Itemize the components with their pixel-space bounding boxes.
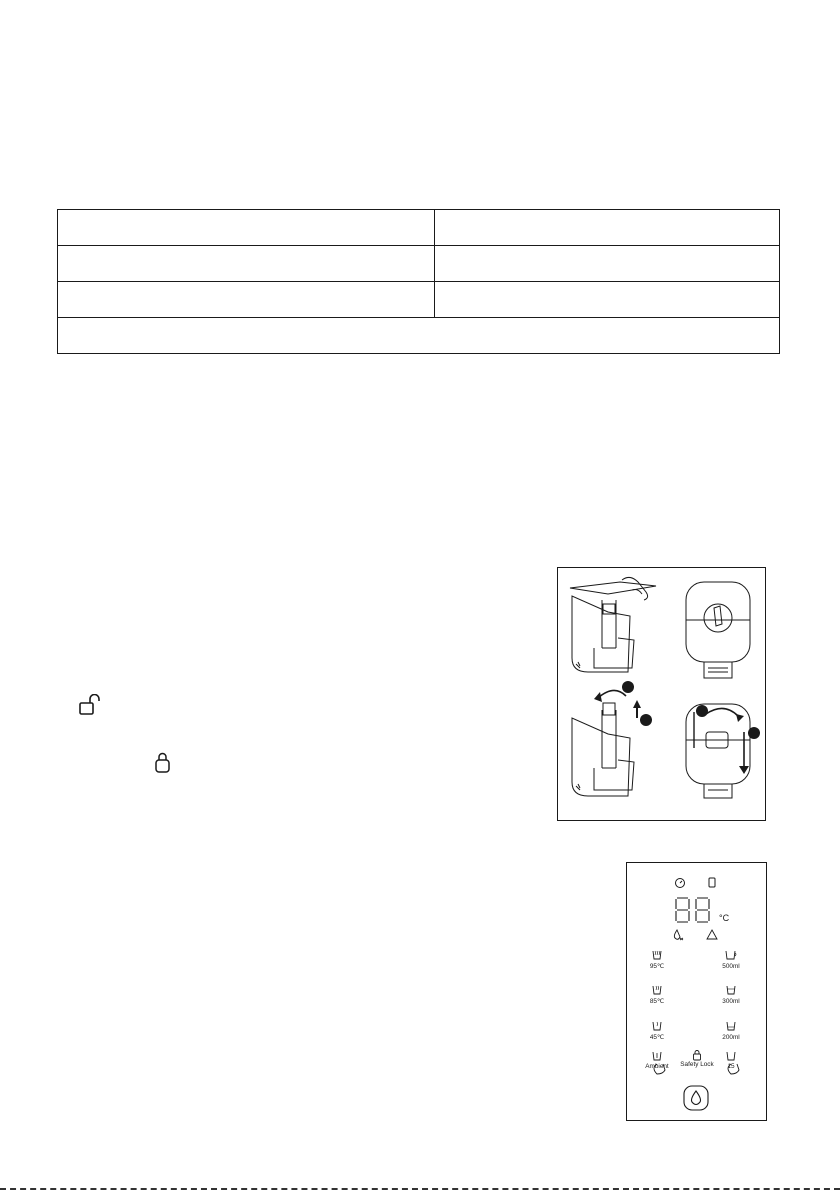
unlock-icon xyxy=(78,694,104,716)
table-cell xyxy=(58,246,435,282)
drop-alert-icon xyxy=(672,929,684,941)
table-row xyxy=(58,246,780,282)
mild-cup-icon[interactable] xyxy=(651,1020,663,1032)
step-marker-2 xyxy=(640,714,652,726)
unit-label: °C xyxy=(719,913,730,923)
medium-cup-icon[interactable] xyxy=(725,984,737,996)
spec-table xyxy=(57,209,780,354)
step-marker-1 xyxy=(622,681,634,693)
button-label-ambient: Ambient xyxy=(645,1063,669,1070)
water-drop-icon[interactable] xyxy=(681,1084,711,1112)
lock-icon xyxy=(154,752,172,774)
table-row xyxy=(58,210,780,246)
table-cell xyxy=(58,282,435,318)
button-label-300ml: 300ml xyxy=(722,998,740,1005)
table-cell xyxy=(435,282,780,318)
step-marker-1b xyxy=(696,705,708,717)
small-cup-icon[interactable] xyxy=(725,1020,737,1032)
table-cell xyxy=(435,210,780,246)
filter-replacement-illustration xyxy=(557,567,766,821)
timer-icon xyxy=(674,877,686,889)
hot-cup-icon[interactable] xyxy=(651,949,663,961)
large-cup-icon[interactable] xyxy=(724,949,738,961)
table-row xyxy=(58,318,780,354)
button-label-15: 15 xyxy=(727,1063,735,1070)
control-panel-illustration xyxy=(626,862,767,1121)
temperature-display xyxy=(674,897,722,923)
tank-icon xyxy=(707,876,717,889)
warm-cup-icon[interactable] xyxy=(651,984,663,996)
page-footer-rule xyxy=(0,1188,840,1190)
button-label-95: 95℃ xyxy=(649,963,665,970)
button-label-500ml: 500ml xyxy=(722,963,740,970)
table-cell xyxy=(435,246,780,282)
table-footer-cell xyxy=(58,318,780,354)
step-marker-2b xyxy=(748,727,760,739)
button-label-safety-lock: Safety Lock xyxy=(680,1061,714,1068)
table-row xyxy=(58,282,780,318)
table-cell xyxy=(58,210,435,246)
button-label-45: 45℃ xyxy=(649,1034,665,1041)
button-label-200ml: 200ml xyxy=(722,1034,740,1041)
warning-icon xyxy=(706,929,718,941)
button-label-85: 85℃ xyxy=(649,998,665,1005)
lock-icon[interactable] xyxy=(691,1049,703,1061)
